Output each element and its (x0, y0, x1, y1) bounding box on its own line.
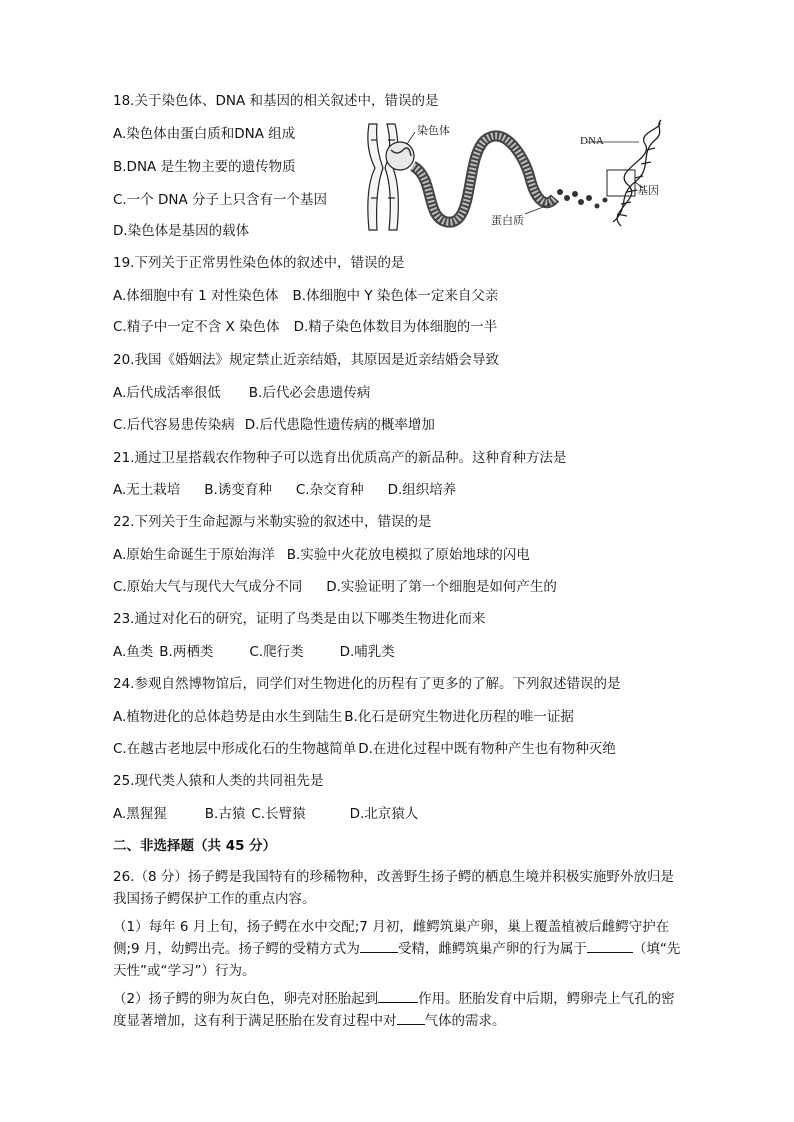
question-18-stem: 18.关于染色体、DNA 和基因的相关叙述中，错误的是 (113, 93, 439, 109)
question-18-option-b: B.DNA 是生物主要的遗传物质 (113, 159, 296, 175)
question-21-options (113, 481, 456, 499)
chromosome-dna-gene-diagram (355, 118, 665, 238)
question-21-option-d: D.组织培养 (387, 482, 457, 498)
question-20-option-c: C.后代容易患传染病 (113, 417, 235, 433)
question-23-stem: 23.通过对化石的研究，证明了鸟类是由以下哪类生物进化而来 (113, 611, 486, 627)
question-20-options-row-2 (113, 416, 435, 434)
question-24-option-b: B.化石是研究生物进化历程的唯一证据 (344, 709, 574, 725)
question-20-stem: 20.我国《婚姻法》规定禁止近亲结婚，其原因是近亲结婚会导致 (113, 352, 499, 368)
label-chromosome: 染色体 (417, 125, 450, 137)
question-19-option-c: C.精子中一定不含 X 染色体 (113, 319, 280, 335)
question-18-option-c: C.一个 DNA 分子上只含有一个基因 (113, 192, 328, 208)
chromosome-shape (368, 124, 398, 230)
label-protein: 蛋白质 (491, 215, 524, 227)
gene-box (607, 170, 635, 196)
answer-blank-fertilization[interactable] (360, 938, 398, 953)
question-23-option-d: D.哺乳类 (339, 644, 395, 660)
question-26-part-1 (113, 916, 683, 982)
question-21-option-c: C.杂交育种 (295, 482, 364, 498)
question-23-option-c: C.爬行类 (249, 644, 304, 660)
question-26-part-1-text-c: （填“先天性”或“学习”）行为。 (113, 941, 681, 979)
question-24-option-a: A.植物进化的总体趋势是由水生到陆生 (113, 709, 343, 725)
section-2-heading: 二、非选择题（共 45 分） (113, 838, 277, 854)
question-20-option-a: A.后代成活率很低 (113, 385, 221, 401)
question-20-option-d: D.后代患隐性遗传病的概率增加 (244, 417, 435, 433)
question-25-option-b: B.古猿 (204, 806, 246, 822)
question-25-option-c: C.长臂猿 (251, 806, 306, 822)
question-19-options-row-1 (113, 287, 498, 305)
question-18-option-d: D.染色体是基因的载体 (113, 223, 250, 239)
question-22-stem: 22.下列关于生命起源与米勒实验的叙述中，错误的是 (113, 514, 432, 530)
label-dna: DNA (580, 135, 604, 147)
question-25-option-d: D.北京猿人 (349, 806, 419, 822)
question-21-option-b: B.诱变育种 (204, 482, 272, 498)
question-24-options-row-2 (113, 740, 616, 758)
question-18-option-a: A.染色体由蛋白质和DNA 组成 (113, 126, 296, 142)
question-23-options (113, 643, 395, 661)
answer-blank-behavior-type[interactable] (587, 938, 633, 953)
chromatin-coil (413, 136, 555, 222)
answer-blank-eggshell-function[interactable] (378, 988, 418, 1003)
question-24-option-d: D.在进化过程中既有物种产生也有物种灭绝 (358, 741, 616, 757)
question-22-option-c: C.原始大气与现代大气成分不同 (113, 579, 303, 595)
question-24-option-c: C.在越古老地层中形成化石的生物越简单 (113, 741, 357, 757)
answer-blank-gas[interactable] (397, 1010, 425, 1025)
question-24-stem: 24.参观自然博物馆后，同学们对生物进化的历程有了更多的了解。下列叙述错误的是 (113, 676, 621, 692)
question-19-stem: 19.下列关于正常男性染色体的叙述中，错误的是 (113, 255, 405, 271)
question-19-option-a: A.体细胞中有 1 对性染色体 (113, 288, 279, 304)
question-22-option-a: A.原始生命诞生于原始海洋 (113, 547, 275, 563)
question-26-part-2 (113, 988, 683, 1032)
question-22-option-d: D.实验证明了第一个细胞是如何产生的 (326, 579, 557, 595)
question-25-options (113, 805, 418, 823)
question-21-stem: 21.通过卫星搭载农作物种子可以选育出优质高产的新品种。这种育种方法是 (113, 450, 567, 466)
question-26-part-1-text-a: （1）每年 6 月上旬，扬子鳄在水中交配;7 月初，雌鳄筑巢产卵，巢上覆盖植被后雌鳄守护在侧;9 月，幼鳄出壳。扬子鳄的受精方式为 (113, 919, 670, 957)
question-22-option-b: B.实验中火花放电模拟了原始地球的闪电 (286, 547, 530, 563)
question-21-option-a: A.无土栽培 (113, 482, 181, 498)
question-23-option-b: B.两栖类 (159, 644, 214, 660)
question-26-part-2-text-a: （2）扬子鳄的卵为灰白色，卵壳对胚胎起到 (113, 991, 379, 1007)
question-20-options-row-1 (113, 384, 370, 402)
label-gene: 基因 (637, 185, 659, 197)
question-22-options-row-1 (113, 546, 530, 564)
question-19-option-b: B.体细胞中 Y 染色体一定来自父亲 (292, 288, 499, 304)
question-24-options-row-1 (113, 708, 574, 726)
nucleosome-beads (557, 189, 608, 209)
question-26-part-2-text-c: 气体的需求。 (424, 1013, 506, 1029)
magnified-circle (386, 142, 414, 170)
question-26-intro: 26.（8 分）扬子鳄是我国特有的珍稀物种，改善野生扬子鳄的栖息生境并积极实施野外放归是我国扬子鳄保护工作的重点内容。 (113, 869, 674, 907)
question-23-option-a: A.鱼类 (113, 644, 154, 660)
question-19-option-d: D.精子染色体数目为体细胞的一半 (293, 319, 498, 335)
question-25-option-a: A.黑猩猩 (113, 806, 167, 822)
question-19-options-row-2 (113, 318, 497, 336)
question-22-options-row-2 (113, 578, 557, 596)
question-26-part-2-text-b: 作用。胚胎发育中后期，鳄卵壳上气孔的密度显著增加，这有利于满足胚胎在发育过程中对 (113, 991, 675, 1029)
question-26-part-1-text-b: 受精，雌鳄筑巢产卵的行为属于 (397, 941, 587, 957)
dna-helix (613, 120, 661, 226)
question-25-stem: 25.现代类人猿和人类的共同祖先是 (113, 773, 324, 789)
question-20-option-b: B.后代必会患遗传病 (248, 385, 371, 401)
